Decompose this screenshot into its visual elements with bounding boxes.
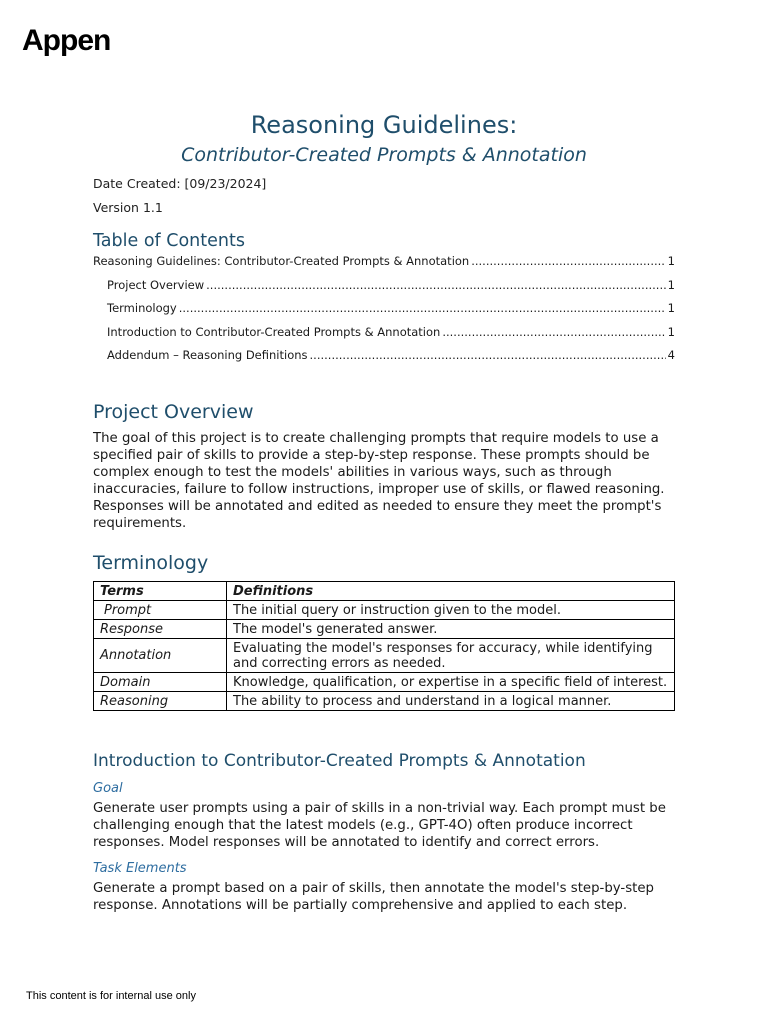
table-row (94, 692, 675, 711)
definition-cell: The ability to process and understand in a logical manner. (227, 692, 675, 711)
term-cell: Annotation (94, 639, 227, 673)
terminology-heading: Terminology (93, 552, 209, 574)
table-row (94, 639, 675, 673)
toc-entry[interactable] (93, 301, 675, 325)
table-row (94, 673, 675, 692)
project-overview-body: The goal of this project is to create challenging prompts that require models to use a specified pair of skills to provide a step-by-step response. These prompts should be complex enough to test the models' abilities in various ways, such as through inaccuracies, failure to follow instructions, improper use of skills, or flawed reasoning. Responses will be annotated and edited as needed to ensure they meet the prompt's requirements. (93, 431, 665, 531)
goal-heading: Goal (93, 781, 123, 796)
toc-entry-label[interactable]: Introduction to Contributor-Created Prompts & Annotation (107, 324, 441, 339)
definition-cell: Knowledge, qualification, or expertise in a specific field of interest. (227, 673, 675, 692)
definition-cell: The initial query or instruction given to the model. (227, 601, 675, 620)
toc-entry-page: 1 (667, 324, 675, 339)
toc-entry[interactable] (93, 278, 675, 302)
introduction-heading: Introduction to Contributor-Created Prompts & Annotation (93, 751, 586, 771)
term-cell: Response (94, 620, 227, 639)
toc-leader (179, 301, 666, 315)
toc-leader (310, 348, 666, 362)
table-row (94, 601, 675, 620)
toc-entry-page: 1 (667, 277, 675, 292)
term-cell: Reasoning (94, 692, 227, 711)
document-title: Reasoning Guidelines: (250, 111, 518, 139)
toc-entry-page: 1 (667, 254, 675, 268)
table-header-row (94, 582, 675, 601)
task-elements-body: Generate a prompt based on a pair of skills, then annotate the model's step-by-step response. Annotations will be partially comprehensive and applied to each step. (93, 881, 654, 913)
project-overview-heading: Project Overview (93, 401, 254, 423)
toc-entry[interactable] (93, 348, 675, 372)
definition-cell: Evaluating the model's responses for accuracy, while identifying and correcting errors as needed. (227, 639, 675, 673)
toc-leader (471, 254, 665, 268)
toc-heading: Table of Contents (93, 231, 245, 251)
goal-body: Generate user prompts using a pair of skills in a non-trivial way. Each prompt must be challenging enough that the latest models (e.g., GPT-4O) often produce incorrect responses. Model responses will be annotated to identify and correct errors. (93, 801, 666, 850)
toc-leader (206, 278, 666, 292)
toc-leader (442, 325, 665, 339)
term-cell: Prompt (94, 601, 227, 620)
appen-logo: Appen (22, 24, 111, 57)
table-row (94, 620, 675, 639)
toc-entry-label[interactable]: Reasoning Guidelines: Contributor-Created Prompts & Annotation (93, 254, 470, 268)
toc-entry-label[interactable]: Addendum – Reasoning Definitions (107, 348, 308, 362)
document-subtitle: Contributor-Created Prompts & Annotation (181, 144, 587, 166)
toc-entry-page: 4 (667, 348, 675, 362)
column-header-definitions: Definitions (227, 582, 675, 601)
toc-entry-page: 1 (667, 301, 675, 315)
term-cell: Domain (94, 673, 227, 692)
internal-use-footer: This content is for internal use only (26, 990, 196, 1002)
date-created: Date Created: [09/23/2024] (93, 176, 267, 191)
definition-cell: The model's generated answer. (227, 620, 675, 639)
version: Version 1.1 (93, 200, 163, 215)
column-header-terms: Terms (94, 582, 227, 601)
toc-entry-label[interactable]: Project Overview (107, 277, 205, 292)
table-of-contents (93, 254, 675, 372)
toc-entry[interactable] (93, 254, 675, 278)
toc-entry-label[interactable]: Terminology (107, 301, 177, 315)
terminology-table (93, 581, 675, 711)
toc-entry[interactable] (93, 325, 675, 349)
task-elements-heading: Task Elements (93, 861, 187, 876)
